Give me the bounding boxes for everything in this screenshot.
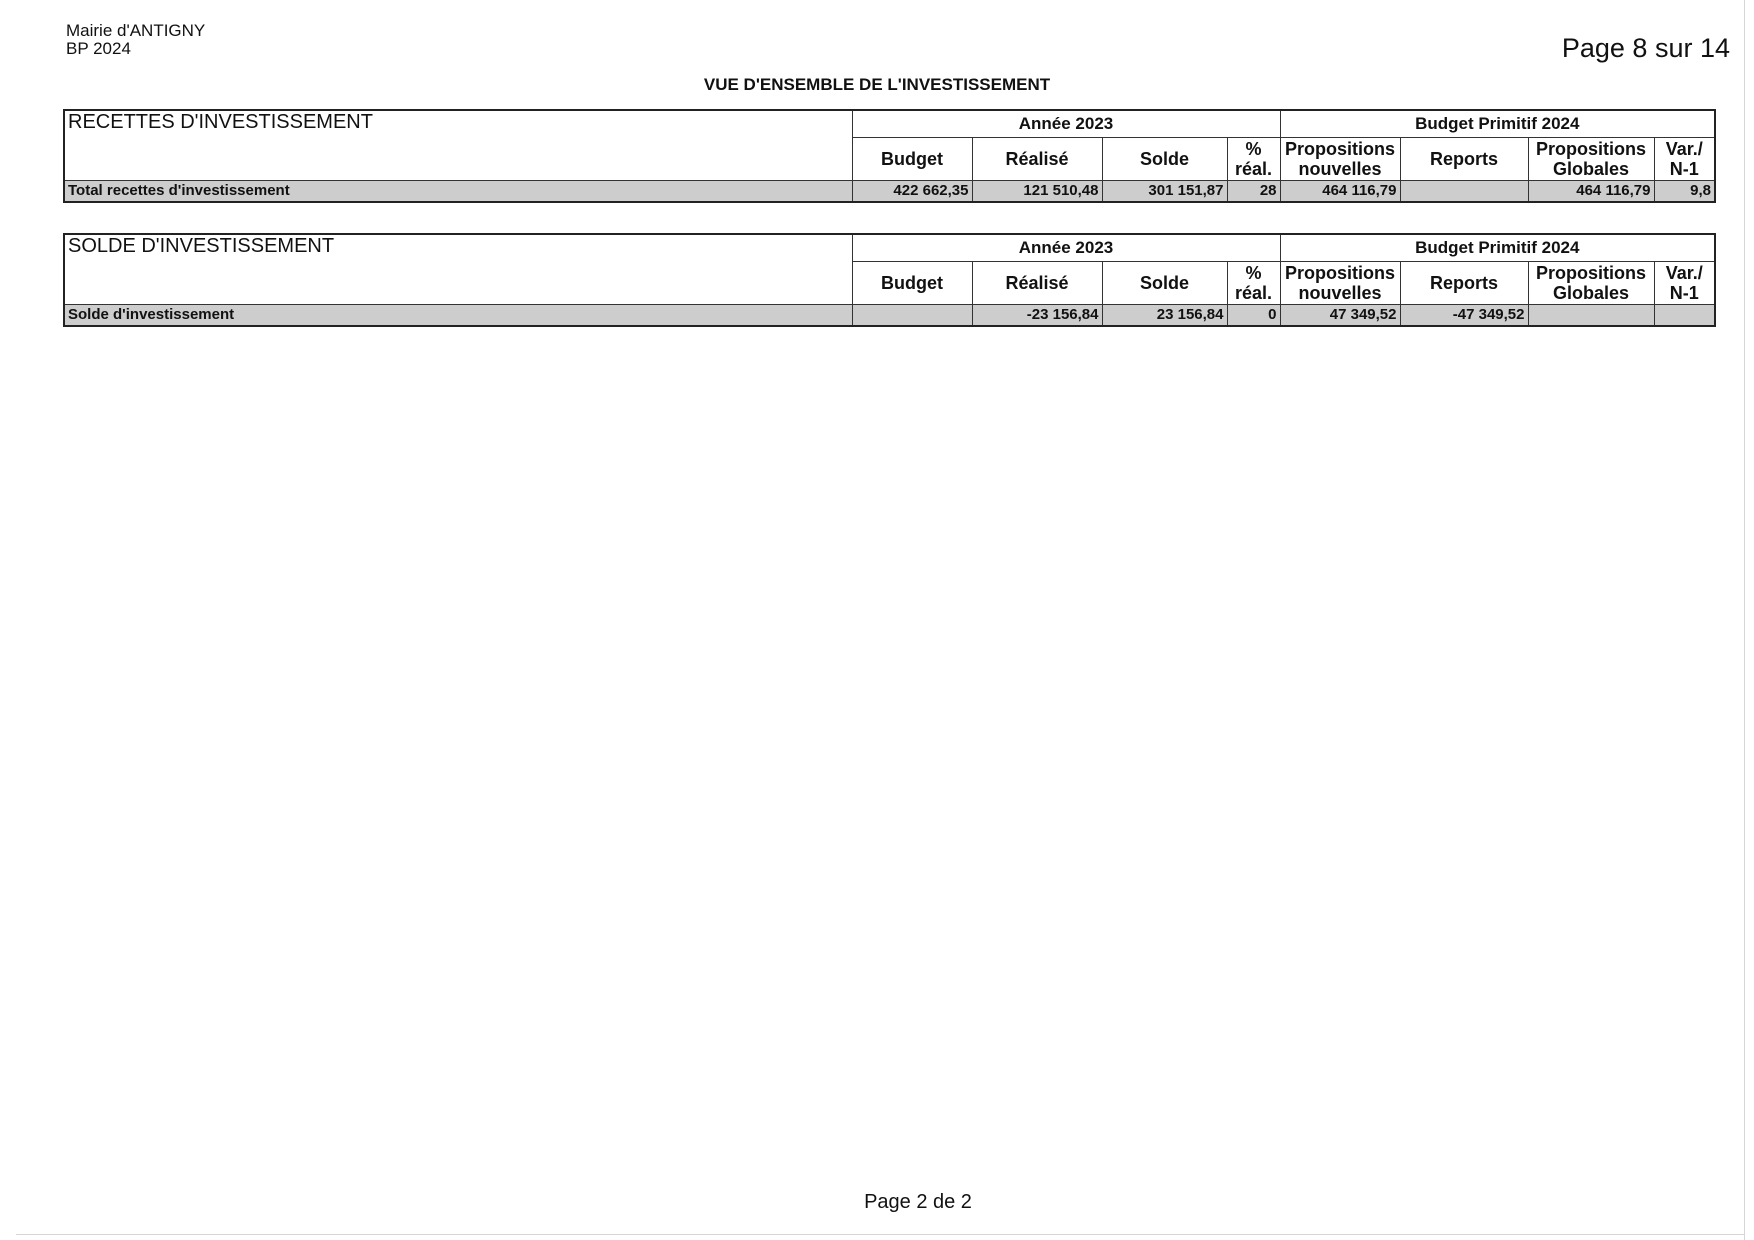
- table-row: [64, 304, 1715, 326]
- organization-name: Mairie d'ANTIGNY: [66, 21, 206, 40]
- cell-realise: -23 156,84: [972, 304, 1102, 326]
- cell-solde: 23 156,84: [1102, 304, 1227, 326]
- cell-propositions-globales: [1528, 304, 1654, 326]
- col-header-var: Var./ N-1: [1654, 261, 1715, 304]
- col-header-realise: Réalisé: [972, 261, 1102, 304]
- cell-budget: 422 662,35: [852, 180, 972, 202]
- col-header-propositions-globales: Propositions Globales: [1528, 137, 1654, 180]
- cell-realise: 121 510,48: [972, 180, 1102, 202]
- table-row: [64, 180, 1715, 202]
- cell-propositions-globales: 464 116,79: [1528, 180, 1654, 202]
- solde-table: [63, 233, 1716, 327]
- group-header-2024: Budget Primitif 2024: [1280, 110, 1715, 137]
- row-label: Solde d'investissement: [64, 304, 852, 326]
- cell-propositions-nouvelles: 464 116,79: [1280, 180, 1400, 202]
- cell-pct-real: 28: [1227, 180, 1280, 202]
- col-header-pct-real: % réal.: [1227, 137, 1280, 180]
- col-header-propositions-globales: Propositions Globales: [1528, 261, 1654, 304]
- col-header-propositions-nouvelles: Propositions nouvelles: [1280, 261, 1400, 304]
- cell-pct-real: 0: [1227, 304, 1280, 326]
- col-header-realise: Réalisé: [972, 137, 1102, 180]
- footer-page-number: Page 2 de 2: [864, 1191, 972, 1213]
- group-header-2024: Budget Primitif 2024: [1280, 234, 1715, 261]
- header-block: [66, 22, 205, 58]
- col-header-pct-real: % réal.: [1227, 261, 1280, 304]
- cell-var: 9,8: [1654, 180, 1715, 202]
- col-header-solde: Solde: [1102, 137, 1227, 180]
- row-label: Total recettes d'investissement: [64, 180, 852, 202]
- col-header-var: Var./ N-1: [1654, 137, 1715, 180]
- group-header-2023: Année 2023: [852, 110, 1280, 137]
- col-header-propositions-nouvelles: Propositions nouvelles: [1280, 137, 1400, 180]
- group-header-2023: Année 2023: [852, 234, 1280, 261]
- recettes-table: [63, 109, 1716, 203]
- document-name: BP 2024: [66, 39, 131, 58]
- page-number: Page 8 sur 14: [1561, 33, 1730, 63]
- cell-solde: 301 151,87: [1102, 180, 1227, 202]
- cell-reports: [1400, 180, 1528, 202]
- col-header-solde: Solde: [1102, 261, 1227, 304]
- page-edge-bottom: [16, 1234, 1744, 1235]
- col-header-reports: Reports: [1400, 137, 1528, 180]
- page-edge-right: [1744, 0, 1745, 1240]
- col-header-budget: Budget: [852, 137, 972, 180]
- cell-reports: -47 349,52: [1400, 304, 1528, 326]
- cell-propositions-nouvelles: 47 349,52: [1280, 304, 1400, 326]
- solde-section-title: SOLDE D'INVESTISSEMENT: [64, 234, 852, 304]
- col-header-budget: Budget: [852, 261, 972, 304]
- document-title: VUE D'ENSEMBLE DE L'INVESTISSEMENT: [703, 75, 1051, 94]
- col-header-reports: Reports: [1400, 261, 1528, 304]
- recettes-section-title: RECETTES D'INVESTISSEMENT: [64, 110, 852, 180]
- cell-budget: [852, 304, 972, 326]
- cell-var: [1654, 304, 1715, 326]
